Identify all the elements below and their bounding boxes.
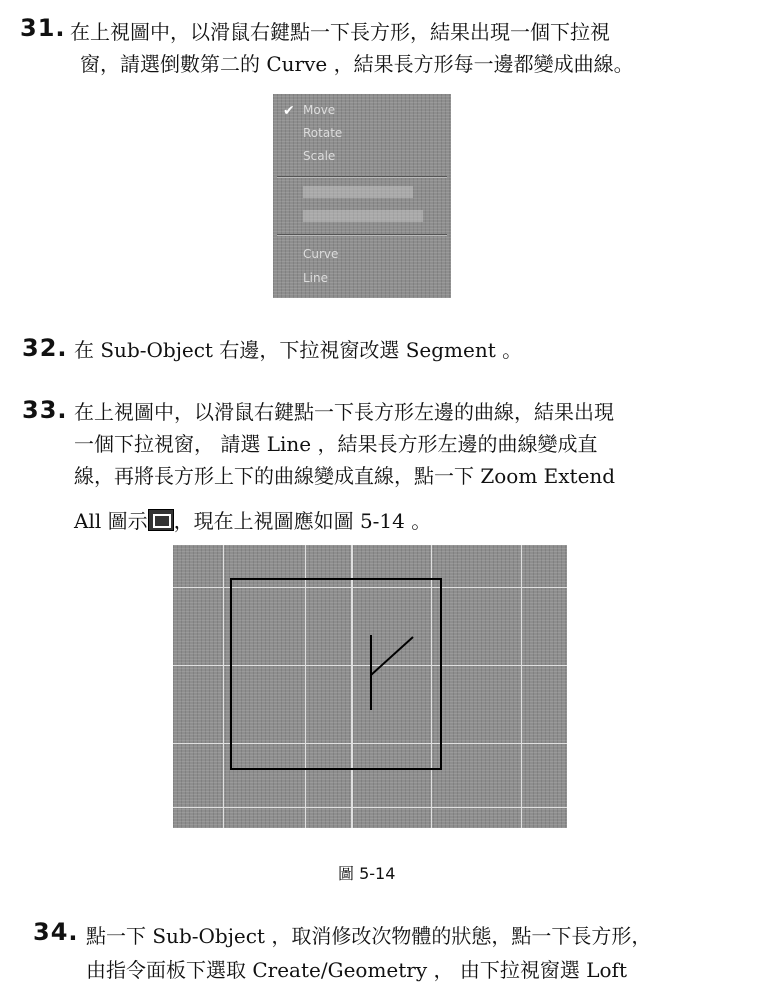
step-text-line	[74, 505, 431, 534]
figure-caption: 圖 5-14	[338, 864, 396, 883]
menu-item-rotate[interactable]: Rotate	[303, 126, 343, 140]
menu-item-illegible[interactable]	[303, 186, 413, 198]
viewport-shapes	[173, 545, 567, 828]
step-text-line: 窗，請選倒數第二的 Curve ，結果長方形每一邊都變成曲線。	[80, 52, 634, 76]
step-number: 34.	[33, 918, 79, 946]
menu-item-curve[interactable]: Curve	[303, 247, 339, 261]
checkmark-icon: ✔	[283, 103, 295, 119]
step-text-line: 在 Sub-Object 右邊，下拉視窗改選 Segment 。	[74, 338, 523, 362]
step-text-line: 點一下 Sub-Object ，取消修改次物體的狀態，點一下長方形，	[86, 924, 652, 948]
step-text-line: 在上視圖中，以滑鼠右鍵點一下長方形，結果出現一個下拉視	[70, 20, 610, 44]
step-text-line: 由指令面板下選取 Create/Geometry ， 由下拉視窗選 Loft	[86, 958, 627, 982]
step-number: 31.	[20, 14, 66, 42]
step-text-fragment: All 圖示	[74, 509, 148, 533]
step-number: 32.	[22, 334, 68, 362]
menu-separator	[277, 234, 447, 236]
top-viewport-screenshot	[173, 545, 567, 828]
step-text-fragment: ，現在上視圖應如圖 5-14 。	[173, 509, 432, 533]
step-text-line: 線，再將長方形上下的曲線變成直線，點一下 Zoom Extend	[74, 464, 616, 488]
menu-item-scale[interactable]: Scale	[303, 149, 336, 163]
menu-separator	[277, 176, 447, 178]
menu-item-illegible[interactable]	[303, 210, 423, 222]
context-menu-screenshot	[273, 94, 451, 298]
menu-item-move[interactable]: Move	[303, 103, 336, 117]
rectangle-shape[interactable]	[231, 579, 441, 769]
zoom-extend-all-icon	[148, 509, 174, 531]
menu-item-line[interactable]: Line	[303, 271, 329, 285]
axis-line	[371, 637, 413, 675]
step-number: 33.	[22, 396, 68, 424]
step-text-line: 一個下拉視窗， 請選 Line ，結果長方形左邊的曲線變成直	[74, 432, 598, 456]
step-text-line: 在上視圖中，以滑鼠右鍵點一下長方形左邊的曲線，結果出現	[74, 400, 614, 424]
